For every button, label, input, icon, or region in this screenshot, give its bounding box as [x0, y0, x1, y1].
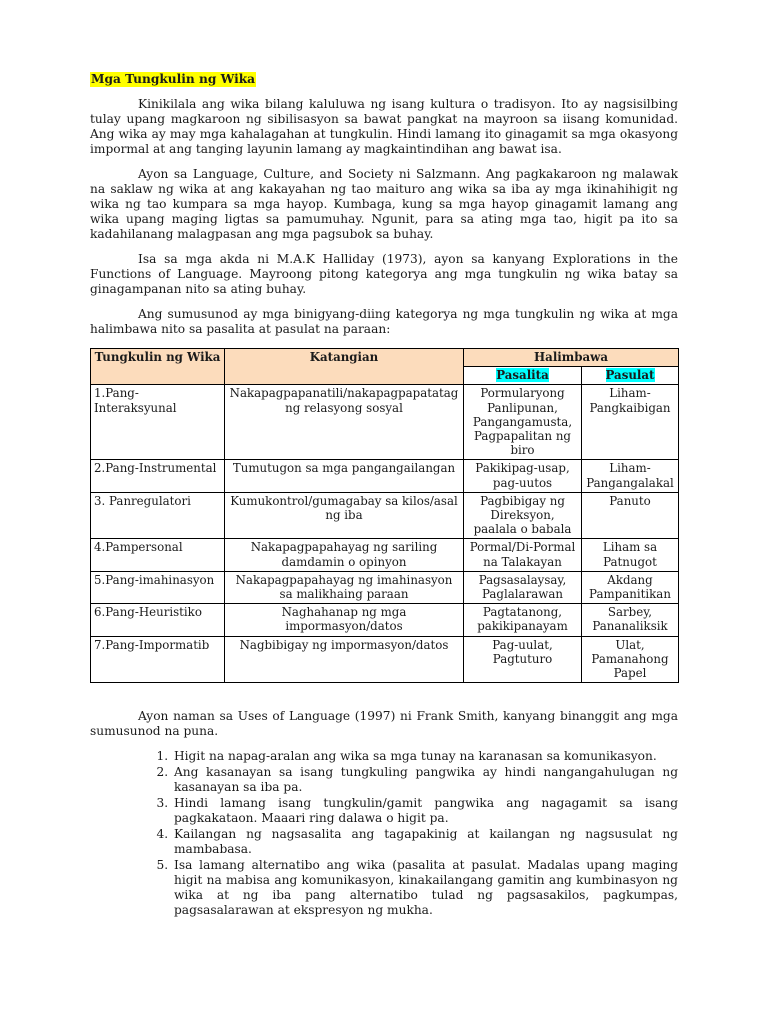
- written-cell: Panuto: [582, 492, 679, 539]
- intro-paragraph: Kinikilala ang wika bilang kaluluwa ng isang kultura o tradisyon. Ito ay nagsisilbing tulay upang magkaroon ng sibilisasyon sa bawat pangkat na mayroon sa iisang komunidad. Ang wika ay may mga kahalagahan at tungkulin. Hindi lamang ito ginagamit sa mga okasyong impormal at ang tanging layunin lamang ay magkaintindihan ang bawat isa.: [90, 97, 678, 156]
- characteristic-cell: Naghahanap ng mga impormasyon/datos: [225, 604, 464, 636]
- written-cell: Liham-Pangkaibigan: [582, 385, 679, 460]
- written-cell: Akdang Pampanitikan: [582, 571, 679, 603]
- function-cell: 1.Pang-Interaksyunal: [91, 385, 225, 460]
- spoken-cell: Pakikipag-usap, pag-uutos: [464, 460, 582, 492]
- written-cell: Liham sa Patnugot: [582, 539, 679, 571]
- list-item: 4. Kailangan ng nagsasalita ang tagapakinig at kailangan ng nagsusulat ng mambabasa.: [172, 827, 678, 857]
- table-row: [91, 385, 679, 460]
- header-characteristic: Katangian: [225, 349, 464, 385]
- function-cell: 2.Pang-Instrumental: [91, 460, 225, 492]
- document-title: Mga Tungkulin ng Wika: [91, 72, 256, 86]
- spoken-cell: Pormal/Di-Pormal na Talakayan: [464, 539, 582, 571]
- header-function: Tungkulin ng Wika: [91, 349, 225, 385]
- smith-points-list: [90, 749, 678, 918]
- functions-table: [90, 348, 679, 683]
- table-row: [91, 460, 679, 492]
- header-example: Halimbawa: [464, 349, 679, 367]
- spoken-cell: Pag-uulat, Pagtuturo: [464, 636, 582, 683]
- halliday-paragraph: Isa sa mga akda ni M.A.K Halliday (1973), ayon sa kanyang Explorations in the Functions of Language. Mayroong pitong kategorya ang mga tungkulin ng wika batay sa ginagampanan nito sa ating buhay.: [90, 252, 678, 296]
- table-row: [91, 571, 679, 603]
- function-cell: 7.Pang-Impormatib: [91, 636, 225, 683]
- function-cell: 4.Pampersonal: [91, 539, 225, 571]
- table-row: [91, 492, 679, 539]
- smith-paragraph: Ayon naman sa Uses of Language (1997) ni Frank Smith, kanyang binanggit ang mga sumusunod na puna.: [90, 709, 678, 739]
- header-written: Pasulat: [582, 367, 679, 385]
- table-row: [91, 604, 679, 636]
- spoken-cell: Pagsasalaysay, Paglalarawan: [464, 571, 582, 603]
- function-cell: 6.Pang-Heuristiko: [91, 604, 225, 636]
- table-row: [91, 636, 679, 683]
- list-item: 1. Higit na napag-aralan ang wika sa mga tunay na karanasan sa komunikasyon.: [172, 749, 678, 764]
- table-row: [91, 539, 679, 571]
- characteristic-cell: Nakapagpapanatili/nakapagpapatatag ng relasyong sosyal: [225, 385, 464, 460]
- table-header-row: [91, 349, 679, 367]
- written-cell: Sarbey, Pananaliksik: [582, 604, 679, 636]
- table-intro-paragraph: Ang sumusunod ay mga binigyang-diing kategorya ng mga tungkulin ng wika at mga halimbawa nito sa pasalita at pasulat na paraan:: [90, 307, 678, 336]
- spoken-cell: Pormularyong Panlipunan, Pangangamusta, Pagpapalitan ng biro: [464, 385, 582, 460]
- characteristic-cell: Nakapagpapahayag ng sariling damdamin o opinyon: [225, 539, 464, 571]
- characteristic-cell: Tumutugon sa mga pangangailangan: [225, 460, 464, 492]
- list-item: 5. Isa lamang alternatibo ang wika (pasalita at pasulat. Madalas upang maging higit na mabisa ang komunikasyon, kinakailangang gamitin ang kumbinasyon ng wika at ng iba pang alternatibo tulad ng pagsasakilos, pagkumpas, pagsasalarawan at ekspresyon ng mukha.: [172, 858, 678, 918]
- salzmann-paragraph: Ayon sa Language, Culture, and Society ni Salzmann. Ang pagkakaroon ng malawak na saklaw ng wika at ang kakayahan ng tao maituro ang wika sa iba ay mga ikinahihigit ng wika ng tao kumpara sa mga hayop. Kumbaga, kung sa mga hayop ginagamit lamang ang wika upang maging ligtas sa pamumuhay. Ngunit, para sa ating mga tao, higit pa ito sa kadahilanang malagpasan ang mga pagsubok sa buhay.: [90, 167, 678, 241]
- list-item: 2. Ang kasanayan sa isang tungkuling pangwika ay hindi nangangahulugan ng kasanayan sa iba pa.: [172, 765, 678, 795]
- characteristic-cell: Kumukontrol/gumagabay sa kilos/asal ng iba: [225, 492, 464, 539]
- list-item: 3. Hindi lamang isang tungkulin/gamit pangwika ang nagagamit sa isang pagkakataon. Maaari ring dalawa o higit pa.: [172, 796, 678, 826]
- written-cell: Ulat, Pamanahong Papel: [582, 636, 679, 683]
- written-cell: Liham-Pangangalakal: [582, 460, 679, 492]
- spoken-cell: Pagtatanong, pakikipanayam: [464, 604, 582, 636]
- characteristic-cell: Nagbibigay ng impormasyon/datos: [225, 636, 464, 683]
- function-cell: 3. Panregulatori: [91, 492, 225, 539]
- function-cell: 5.Pang-imahinasyon: [91, 571, 225, 603]
- spoken-cell: Pagbibigay ng Direksyon, paalala o babala: [464, 492, 582, 539]
- document-page: [90, 72, 678, 919]
- header-spoken: Pasalita: [464, 367, 582, 385]
- characteristic-cell: Nakapagpapahayag ng imahinasyon sa malikhaing paraan: [225, 571, 464, 603]
